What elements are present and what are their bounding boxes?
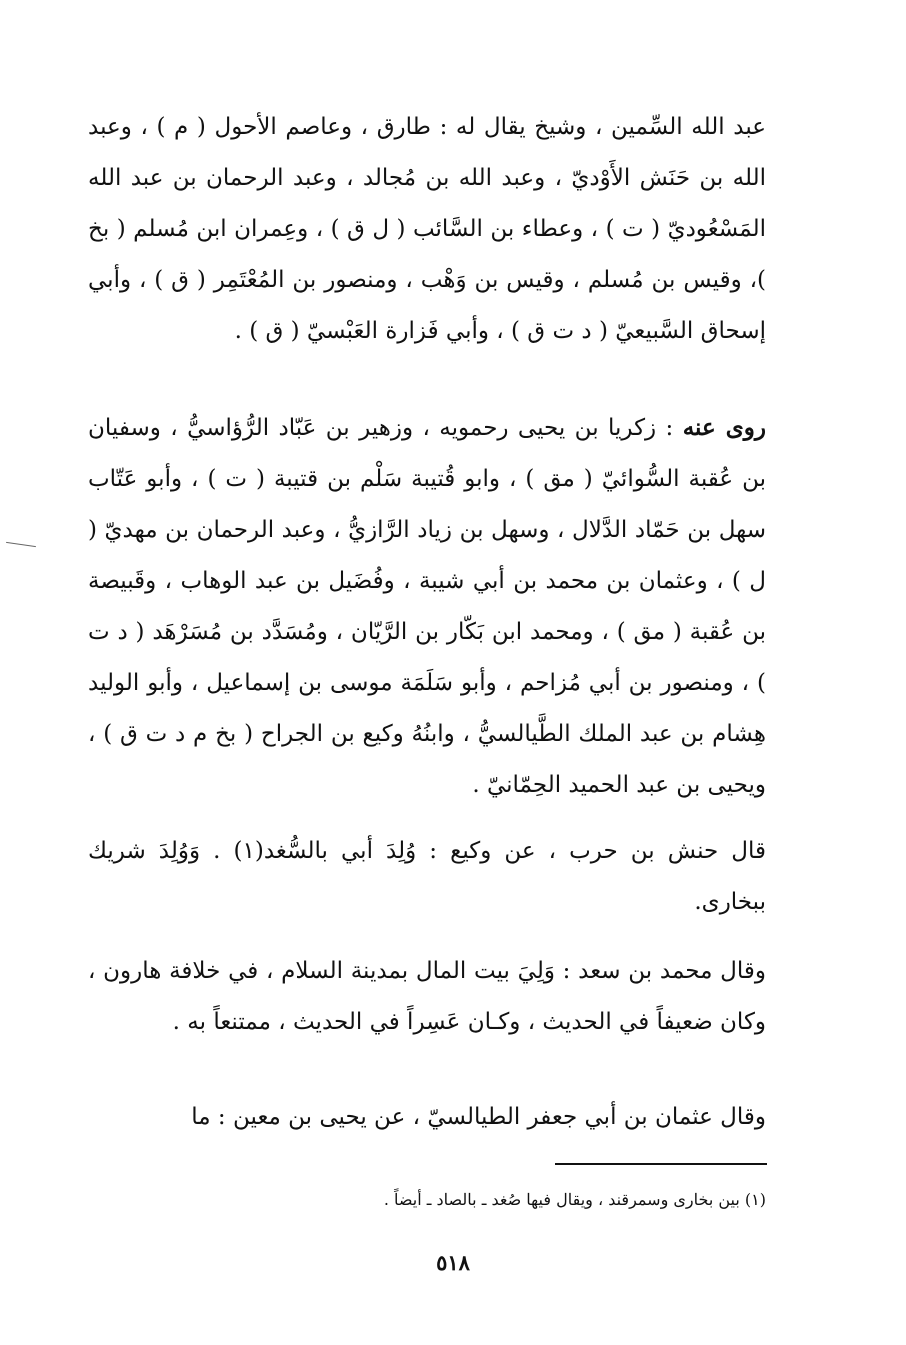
paragraph-lead-heading: روى عنه <box>682 414 767 441</box>
footnote-divider <box>555 1163 767 1165</box>
paragraph-ibn-saad-quote <box>88 946 766 1048</box>
paragraph-text: قال حنش بن حرب ، عن وكيع : وُلِدَ أبي بالسُّغد(١) . وَوُلِدَ شريك ببخارى. <box>88 838 766 915</box>
paragraph-ibn-main-quote <box>88 1092 766 1143</box>
paragraph-narrated-from-him <box>88 402 766 811</box>
margin-mark <box>6 542 36 547</box>
paragraph-text: عبد الله السِّمين ، وشيخ يقال له : طارق ، وعاصم الأحول ( م ) ، وعبد الله بن حَنَش الأَوْديّ ، وعبد الله بن مُجالد ، وعبد الرحمان بن عبد الله المَسْعُوديّ ( ت ) ، وعطاء بن السَّائب ( ل ق ) ، وعِمران ابن مُسلم ( بخ )، وقيس بن مُسلم ، وقيس بن وَهْب ، ومنصور بن المُعْتَمِر ( ق ) ، وأبي إسحاق السَّبيعيّ ( د ت ق ) ، وأبي فَزارة العَبْسيّ ( ق ) . <box>88 114 766 344</box>
paragraph-birth-note <box>88 826 766 928</box>
paragraph-teachers-list <box>88 102 766 357</box>
footnote: (١) بين بخارى وسمرقند ، ويقال فيها صُغد ـ بالصاد ـ أيضاً . <box>383 1190 766 1209</box>
paragraph-text: وقال عثمان بن أبي جعفر الطيالسيّ ، عن يحيى بن معين : ما <box>191 1104 766 1130</box>
paragraph-text: : زكريا بن يحيى رحمويه ، وزهير بن عَبّاد الرُّؤاسيُّ ، وسفيان بن عُقبة السُّوائيّ ( مق ) ، وابو قُتيبة سَلْم بن قتيبة ( ت ) ، وأبو عَتّاب سهل بن حَمّاد الدَّلال ، وسهل بن زياد الرَّازيُّ ، وعبد الرحمان بن مهديّ ( ل ) ، وعثمان بن محمد بن أبي شيبة ، وفُضَيل بن عبد الوهاب ، وقَبيصة بن عُقبة ( مق ) ، ومحمد ابن بَكّار بن الرَّيّان ، ومُسَدَّد بن مُسَرْهَد ( د ت ) ، ومنصور بن أبي مُزاحم ، وأبو سَلَمَة موسى بن إسماعيل ، وأبو الوليد هِشام بن عبد الملك الطَّيالسيُّ ، وابنُهُ وكيع بن الجراح ( بخ م د ت ق ) ، ويحيى بن عبد الحميد الحِمّانيّ . <box>88 415 766 798</box>
paragraph-text: وقال محمد بن سعد : وَلِيَ بيت المال بمدينة السلام ، في خلافة هارون ، وكان ضعيفاً في الحديث ، وكـان عَسِراً في الحديث ، ممتنعاً به . <box>88 958 766 1035</box>
page-number: ٥١٨ <box>436 1250 470 1275</box>
